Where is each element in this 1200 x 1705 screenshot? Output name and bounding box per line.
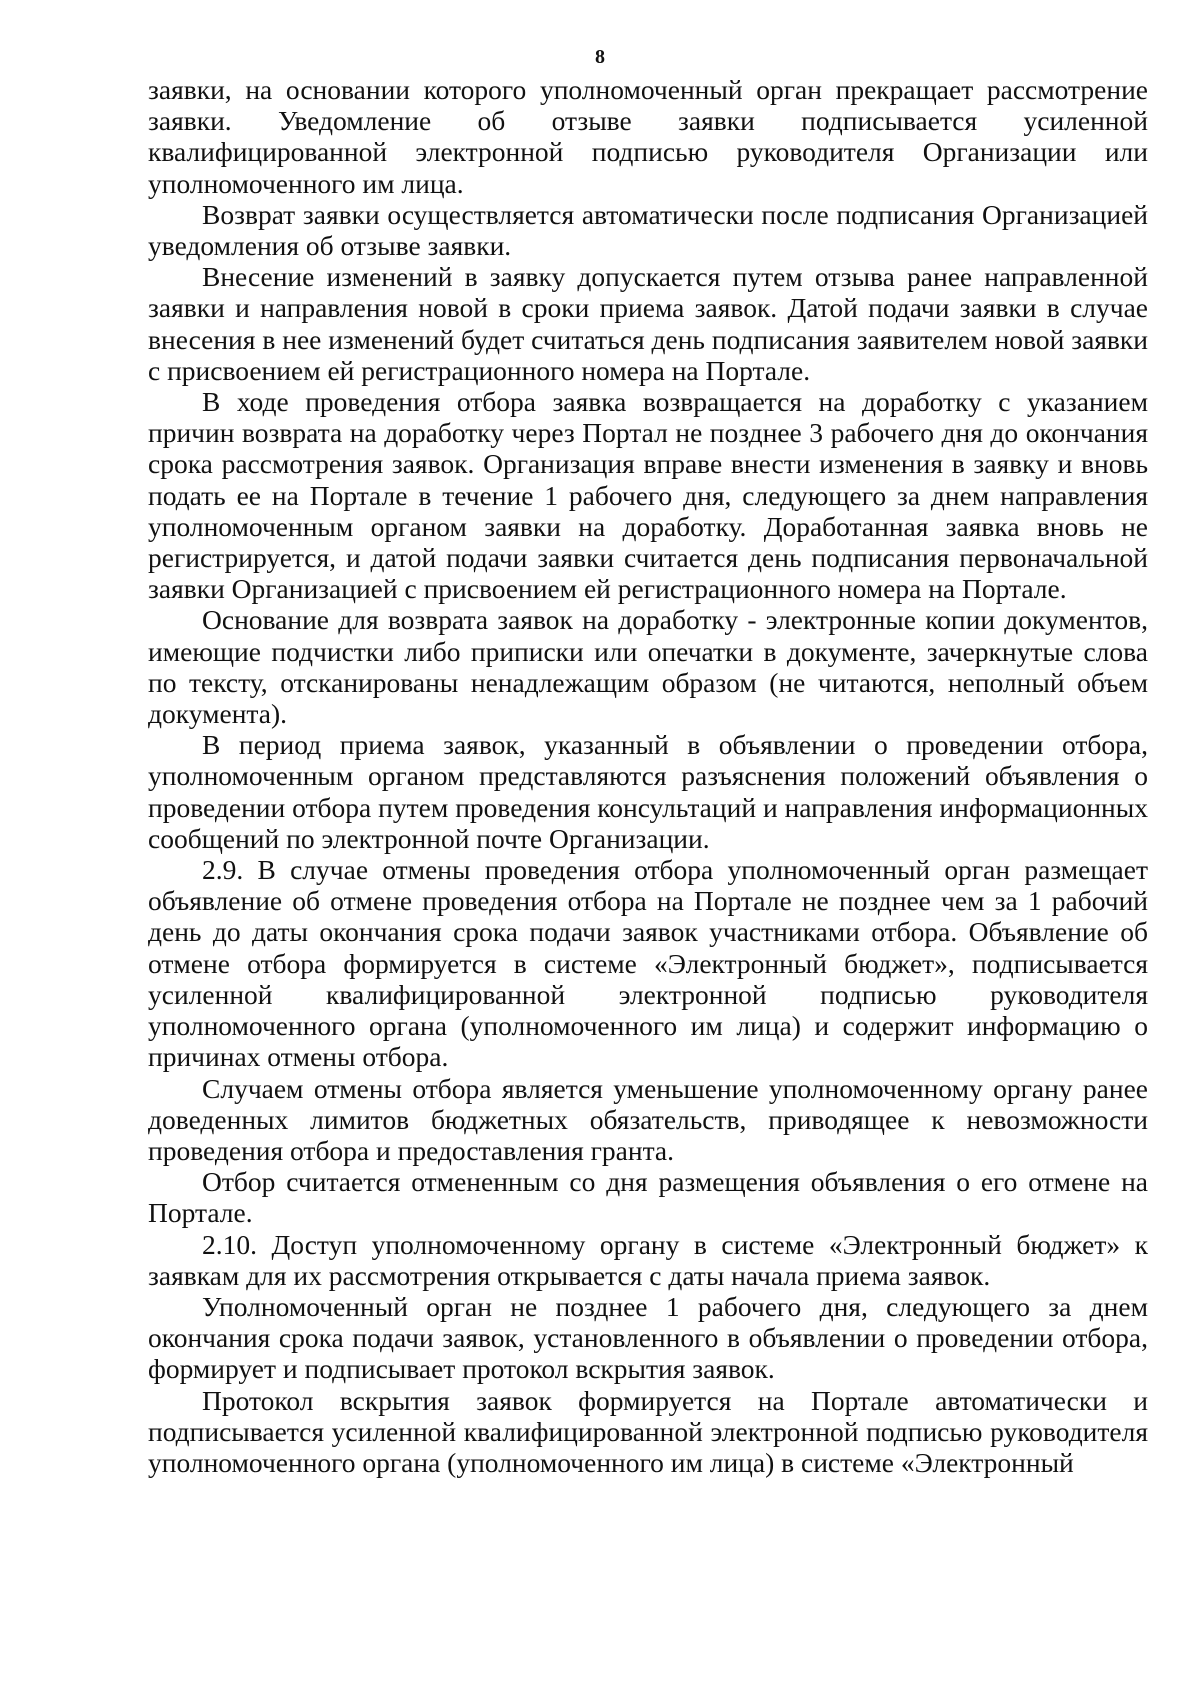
paragraph: Внесение изменений в заявку допускается путем отзыва ранее направленной заявки и направления новой в сроки приема заявок. Датой подачи заявки в случае внесения в нее изменений будет считаться день подписания заявителем новой заявки с присвоением ей регистрационного номера на Портале. bbox=[148, 261, 1148, 386]
page-number: 8 bbox=[595, 46, 605, 68]
paragraph: В период приема заявок, указанный в объявлении о проведении отбора, уполномоченным органом представляются разъяснения положений объявления о проведении отбора путем проведения консультаций и направления информационных сообщений по электронной почте Организации. bbox=[148, 729, 1148, 854]
paragraph: В ходе проведения отбора заявка возвращается на доработку с указанием причин возврата на доработку через Портал не позднее 3 рабочего дня до окончания срока рассмотрения заявок. Организация вправе внести изменения в заявку и вновь подать ее на Портале в течение 1 рабочего дня, следующего за днем направления уполномоченным органом заявки на доработку. Доработанная заявка вновь не регистрируется, и датой подачи заявки считается день подписания первоначальной заявки Организацией с присвоением ей регистрационного номера на Портале. bbox=[148, 386, 1148, 605]
paragraph: Возврат заявки осуществляется автоматически после подписания Организацией уведомления об отзыве заявки. bbox=[148, 198, 1148, 262]
document-body bbox=[148, 74, 1148, 1478]
paragraph: Протокол вскрытия заявок формируется на Портале автоматически и подписывается усиленной квалифицированной электронной подписью руководителя уполномоченного органа (уполномоченного им лица) в системе «Электронный bbox=[148, 1384, 1148, 1478]
paragraph-continuation: заявки, на основании которого уполномоченный орган прекращает рассмотрение заявки. Уведомление об отзыве заявки подписывается усиленной квалифицированной электронной подписью руководителя Организации или уполномоченного им лица. bbox=[148, 74, 1148, 199]
paragraph: Случаем отмены отбора является уменьшение уполномоченному органу ранее доведенных лимитов бюджетных обязательств, приводящее к невозможности проведения отбора и предоставления гранта. bbox=[148, 1072, 1148, 1166]
paragraph: Отбор считается отмененным со дня размещения объявления о его отмене на Портале. bbox=[148, 1166, 1148, 1229]
paragraph: Уполномоченный орган не позднее 1 рабочего дня, следующего за днем окончания срока подачи заявок, установленного в объявлении о проведении отбора, формирует и подписывает протокол вскрытия заявок. bbox=[148, 1290, 1148, 1385]
paragraph-section-2-9: 2.9. В случае отмены проведения отбора уполномоченный орган размещает объявление об отмене проведения отбора на Портале не позднее чем за 1 рабочий день до даты окончания срока подачи заявок участниками отбора. Объявление об отмене отбора формируется в системе «Электронный бюджет», подписывается усиленной квалифицированной электронной подписью руководителя уполномоченного органа (уполномоченного им лица) и содержит информацию о причинах отмены отбора. bbox=[148, 854, 1148, 1073]
paragraph-section-2-10: 2.10. Доступ уполномоченному органу в системе «Электронный бюджет» к заявкам для их рассмотрения открывается с даты начала приема заявок. bbox=[148, 1228, 1148, 1291]
paragraph: Основание для возврата заявок на доработку - электронные копии документов, имеющие подчистки либо приписки или опечатки в документе, зачеркнутые слова по тексту, отсканированы ненадлежащим образом (не читаются, неполный объем документа). bbox=[148, 604, 1148, 730]
